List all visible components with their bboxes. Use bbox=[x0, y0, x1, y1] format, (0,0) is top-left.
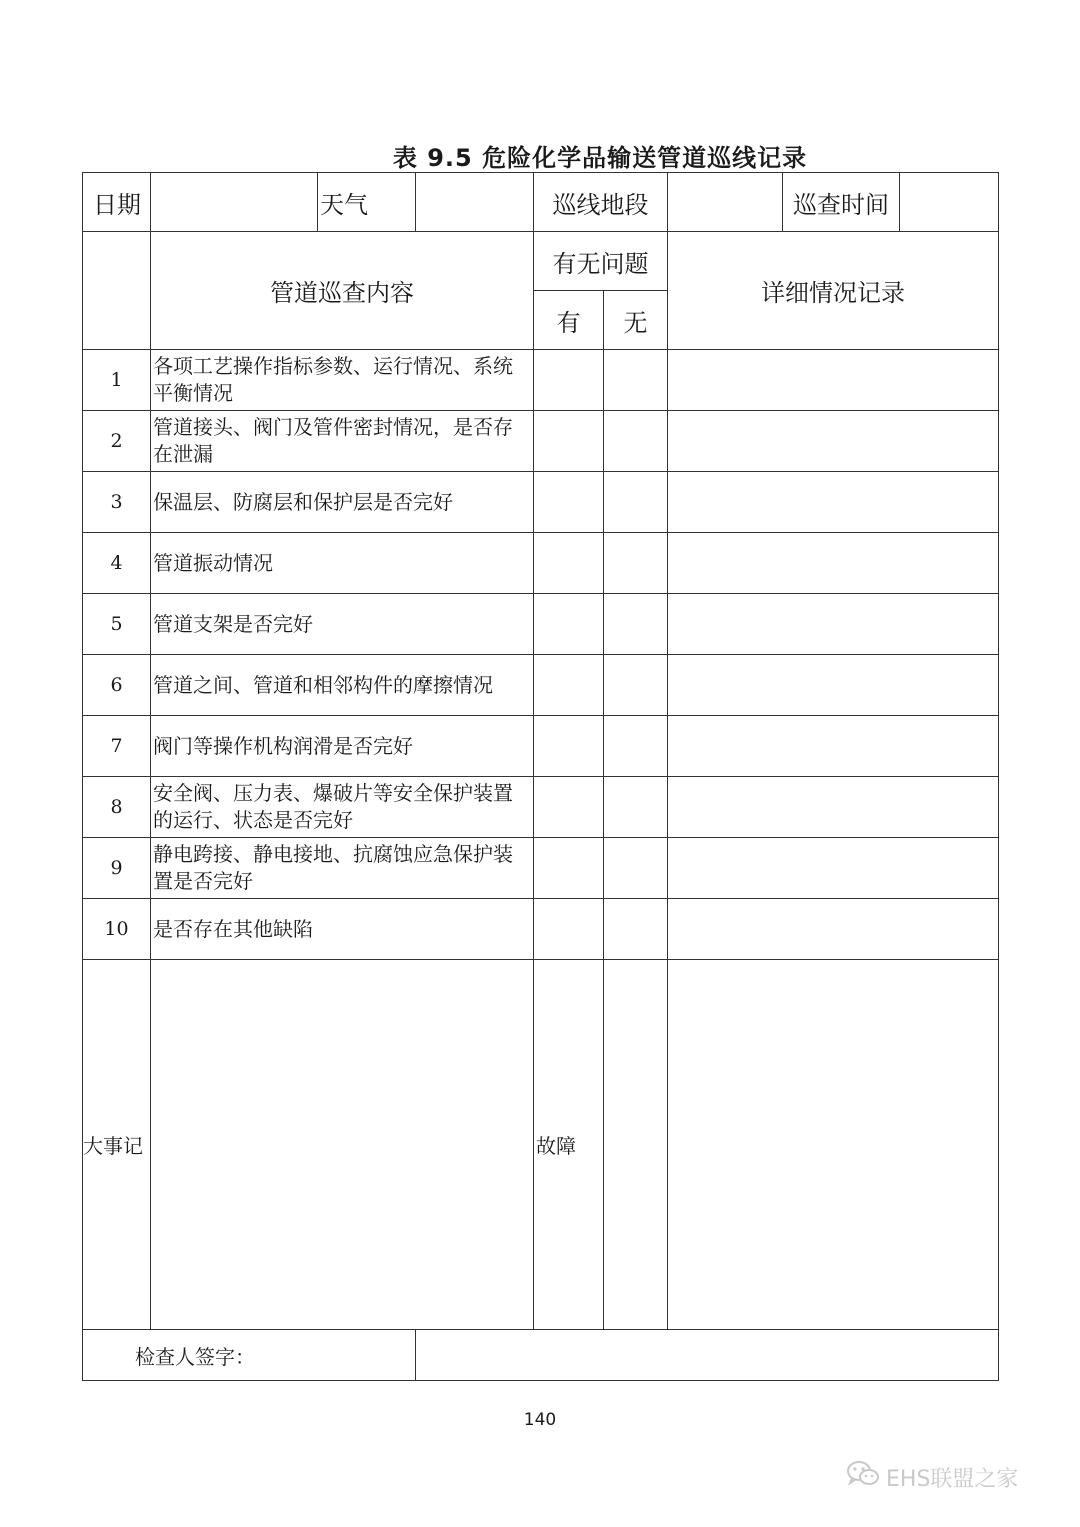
no-cell[interactable] bbox=[604, 716, 668, 777]
no-cell[interactable] bbox=[604, 838, 668, 899]
yes-label: 有 bbox=[534, 291, 604, 350]
row-number: 3 bbox=[83, 472, 151, 533]
detail-cell[interactable] bbox=[668, 533, 999, 594]
fault-detail-cell[interactable] bbox=[668, 960, 999, 1330]
detail-cell[interactable] bbox=[668, 838, 999, 899]
date-label: 日期 bbox=[83, 173, 151, 232]
table-row bbox=[83, 716, 999, 777]
page-title: 表 9.5 危险化学品输送管道巡线记录 bbox=[392, 144, 808, 172]
table-row bbox=[83, 899, 999, 960]
detail-cell[interactable] bbox=[668, 594, 999, 655]
detail-label: 详细情况记录 bbox=[668, 232, 999, 350]
patrol-record-table bbox=[82, 172, 999, 1381]
detail-cell[interactable] bbox=[668, 716, 999, 777]
subheader-row bbox=[83, 232, 999, 291]
signature-value-cell[interactable] bbox=[416, 1330, 999, 1381]
watermark bbox=[846, 1462, 1018, 1492]
row-content: 安全阀、压力表、爆破片等安全保护装置的运行、状态是否完好 bbox=[151, 777, 534, 838]
table-row bbox=[83, 655, 999, 716]
table-row bbox=[83, 777, 999, 838]
wechat-icon bbox=[846, 1460, 886, 1494]
table-row bbox=[83, 838, 999, 899]
row-content: 管道之间、管道和相邻构件的摩擦情况 bbox=[151, 655, 534, 716]
no-cell[interactable] bbox=[604, 899, 668, 960]
row-content: 静电跨接、静电接地、抗腐蚀应急保护装置是否完好 bbox=[151, 838, 534, 899]
no-cell[interactable] bbox=[604, 350, 668, 411]
signature-label: 检查人签字： bbox=[83, 1330, 416, 1381]
table-row bbox=[83, 411, 999, 472]
no-cell[interactable] bbox=[604, 777, 668, 838]
table-row bbox=[83, 594, 999, 655]
time-value-cell[interactable] bbox=[900, 173, 999, 232]
row-number: 9 bbox=[83, 838, 151, 899]
row-number: 1 bbox=[83, 350, 151, 411]
yes-cell[interactable] bbox=[534, 350, 604, 411]
yes-cell[interactable] bbox=[534, 594, 604, 655]
signature-row bbox=[83, 1330, 999, 1381]
events-label: 大事记 bbox=[83, 960, 151, 1330]
yes-cell[interactable] bbox=[534, 411, 604, 472]
row-content: 管道振动情况 bbox=[151, 533, 534, 594]
blank-number-header bbox=[83, 232, 151, 350]
no-cell[interactable] bbox=[604, 472, 668, 533]
detail-cell[interactable] bbox=[668, 350, 999, 411]
row-number: 5 bbox=[83, 594, 151, 655]
no-cell[interactable] bbox=[604, 594, 668, 655]
row-content: 各项工艺操作指标参数、运行情况、系统平衡情况 bbox=[151, 350, 534, 411]
problem-label: 有无问题 bbox=[534, 232, 668, 291]
row-content: 管道支架是否完好 bbox=[151, 594, 534, 655]
row-content: 是否存在其他缺陷 bbox=[151, 899, 534, 960]
date-value-cell[interactable] bbox=[151, 173, 318, 232]
yes-cell[interactable] bbox=[534, 899, 604, 960]
no-cell[interactable] bbox=[604, 655, 668, 716]
row-content: 阀门等操作机构润滑是否完好 bbox=[151, 716, 534, 777]
fault-value-cell[interactable] bbox=[604, 960, 668, 1330]
row-number: 7 bbox=[83, 716, 151, 777]
no-cell[interactable] bbox=[604, 411, 668, 472]
row-content: 保温层、防腐层和保护层是否完好 bbox=[151, 472, 534, 533]
detail-cell[interactable] bbox=[668, 777, 999, 838]
row-content: 管道接头、阀门及管件密封情况，是否存在泄漏 bbox=[151, 411, 534, 472]
yes-cell[interactable] bbox=[534, 655, 604, 716]
page-number: 140 bbox=[523, 1410, 557, 1430]
weather-value-cell[interactable] bbox=[416, 173, 534, 232]
section-label: 巡线地段 bbox=[534, 173, 668, 232]
row-number: 10 bbox=[83, 899, 151, 960]
row-number: 6 bbox=[83, 655, 151, 716]
fault-label: 故障 bbox=[534, 960, 604, 1330]
table-row bbox=[83, 350, 999, 411]
section-value-cell[interactable] bbox=[668, 173, 783, 232]
weather-label: 天气 bbox=[318, 173, 416, 232]
detail-cell[interactable] bbox=[668, 472, 999, 533]
yes-cell[interactable] bbox=[534, 777, 604, 838]
no-label: 无 bbox=[604, 291, 668, 350]
yes-cell[interactable] bbox=[534, 838, 604, 899]
detail-cell[interactable] bbox=[668, 411, 999, 472]
watermark-text: EHS联盟之家 bbox=[886, 1466, 1019, 1492]
events-row bbox=[83, 960, 999, 1330]
table-row bbox=[83, 472, 999, 533]
yes-cell[interactable] bbox=[534, 472, 604, 533]
no-cell[interactable] bbox=[604, 533, 668, 594]
detail-cell[interactable] bbox=[668, 655, 999, 716]
detail-cell[interactable] bbox=[668, 899, 999, 960]
yes-cell[interactable] bbox=[534, 533, 604, 594]
events-value-cell[interactable] bbox=[151, 960, 534, 1330]
header-row bbox=[83, 173, 999, 232]
table-row bbox=[83, 533, 999, 594]
time-label: 巡查时间 bbox=[783, 173, 900, 232]
row-number: 4 bbox=[83, 533, 151, 594]
content-label: 管道巡查内容 bbox=[151, 232, 534, 350]
yes-cell[interactable] bbox=[534, 716, 604, 777]
row-number: 2 bbox=[83, 411, 151, 472]
row-number: 8 bbox=[83, 777, 151, 838]
